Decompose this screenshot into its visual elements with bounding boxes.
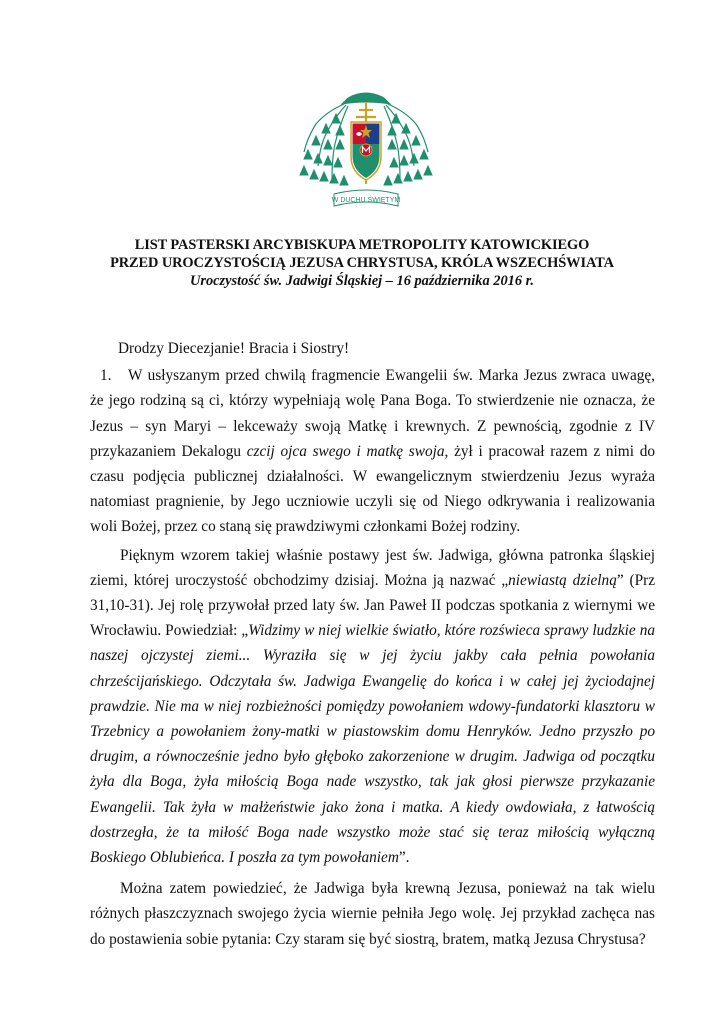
letter-body [90, 336, 655, 952]
paragraph-number: 1. [100, 367, 112, 385]
heading-subtitle: Uroczystość św. Jadwigi Śląskiej – 16 października 2016 r. [189, 273, 535, 289]
paragraph-2-text-a: Pięknym wzorem takiej właśnie postawy jest św. Jadwiga, główna patronka śląskiej ziemi, której uroczystość obchodzimy dzisiaj. Można ją nazwać „ [90, 546, 655, 589]
paragraph-1-text-b: , żył i pracował razem z nimi do czasu podjęcia publicznej działalności. W ewangelicznym stwierdzeniu Jezus wyraża natomiast pragnienie, by Jego uczniowie uczyli się od Niego odkrywania i realizowania woli Bożej, przez co staną się prawdziwymi członkami Bożej rodziny. [90, 442, 655, 536]
paragraph-2-italic: niewiastą dzielną [508, 571, 617, 589]
john-paul-ii-quote: Widzimy w niej wielkie światło, które rozświeca sprawy ludzkie na naszej ojczystej ziemi... Wyraziła się w jej życiu jakby cała pełnia powołania chrześcijańskiego. Odczytała św. Jadwiga Ewangelię do końca i w całej jej życiodajnej prawdzie. Nie ma w niej rozbieżności pomiędzy powołaniem wdowy-fundatorki klasztoru w Trzebnicy a powołaniem żony-matki w piastowskim domu Henryków. Jedno przyszło po drugim, a równocześnie jedno było głęboko zakorzenione w drugim. Jadwiga od początku żyła dla Boga, żyła miłością Boga nade wszystko, tak jak głosi pierwsze przykazanie Ewangelii. Tak żyła w małżeństwie jako żona i matka. A kiedy owdowiała, z łatwością dostrzegła, że ta miłość Boga nade wszystko może stać się teraz miłością wyłączną Boskiego Oblubieńca. I poszła za tym powołaniem [90, 622, 656, 867]
paragraph-1 [90, 363, 655, 539]
letter-heading [40, 236, 684, 290]
paragraph-2-text-b: ” (Prz 31,10-31). Jej rolę przywołał przed laty św. Jan Paweł II podczas spotkania z wiernymi we Wrocławiu. Powiedział: „ [90, 571, 655, 640]
motto-text: W DUCHU ŚWIĘTYM [331, 197, 401, 204]
paragraph-3: Można zatem powiedzieć, że Jadwiga była krewną Jezusa, ponieważ na tak wielu różnych płaszczyznach swojego życia wiernie pełniła Jego wolę. Jej przykład zachęca nas do postawienia sobie pytania: Czy staram się być siostrą, bratem, matką Jezusa Chrystusa? [90, 880, 655, 948]
greeting: Drodzy Diecezjanie! Bracia i Siostry! [118, 340, 350, 357]
paragraph-1-text-a: W usłyszanym przed chwilą fragmencie Ewangelii św. Marka Jezus zwraca uwagę, że jego rodziną są ci, którzy wypełniają wolę Pana Boga. To stwierdzenie nie oznacza, że Jezus – syn Maryi – lekceważy swoją Matkę i krewnych. Z pewnością, zgodnie z IV przykazaniem Dekalogu [90, 367, 655, 460]
paragraph-1-italic: czcij ojca swego i matkę swoja [246, 442, 445, 460]
archbishop-coat-of-arms [296, 84, 436, 222]
paragraph-2 [90, 543, 655, 871]
heading-line-2: PRZED UROCZYSTOŚCIĄ JEZUSA CHRYSTUSA, KRÓLA WSZECHŚWIATA [110, 255, 614, 271]
heading-line-1: LIST PASTERSKI ARCYBISKUPA METROPOLITY KATOWICKIEGO [134, 237, 590, 253]
paragraph-2-end: ”. [398, 849, 410, 867]
